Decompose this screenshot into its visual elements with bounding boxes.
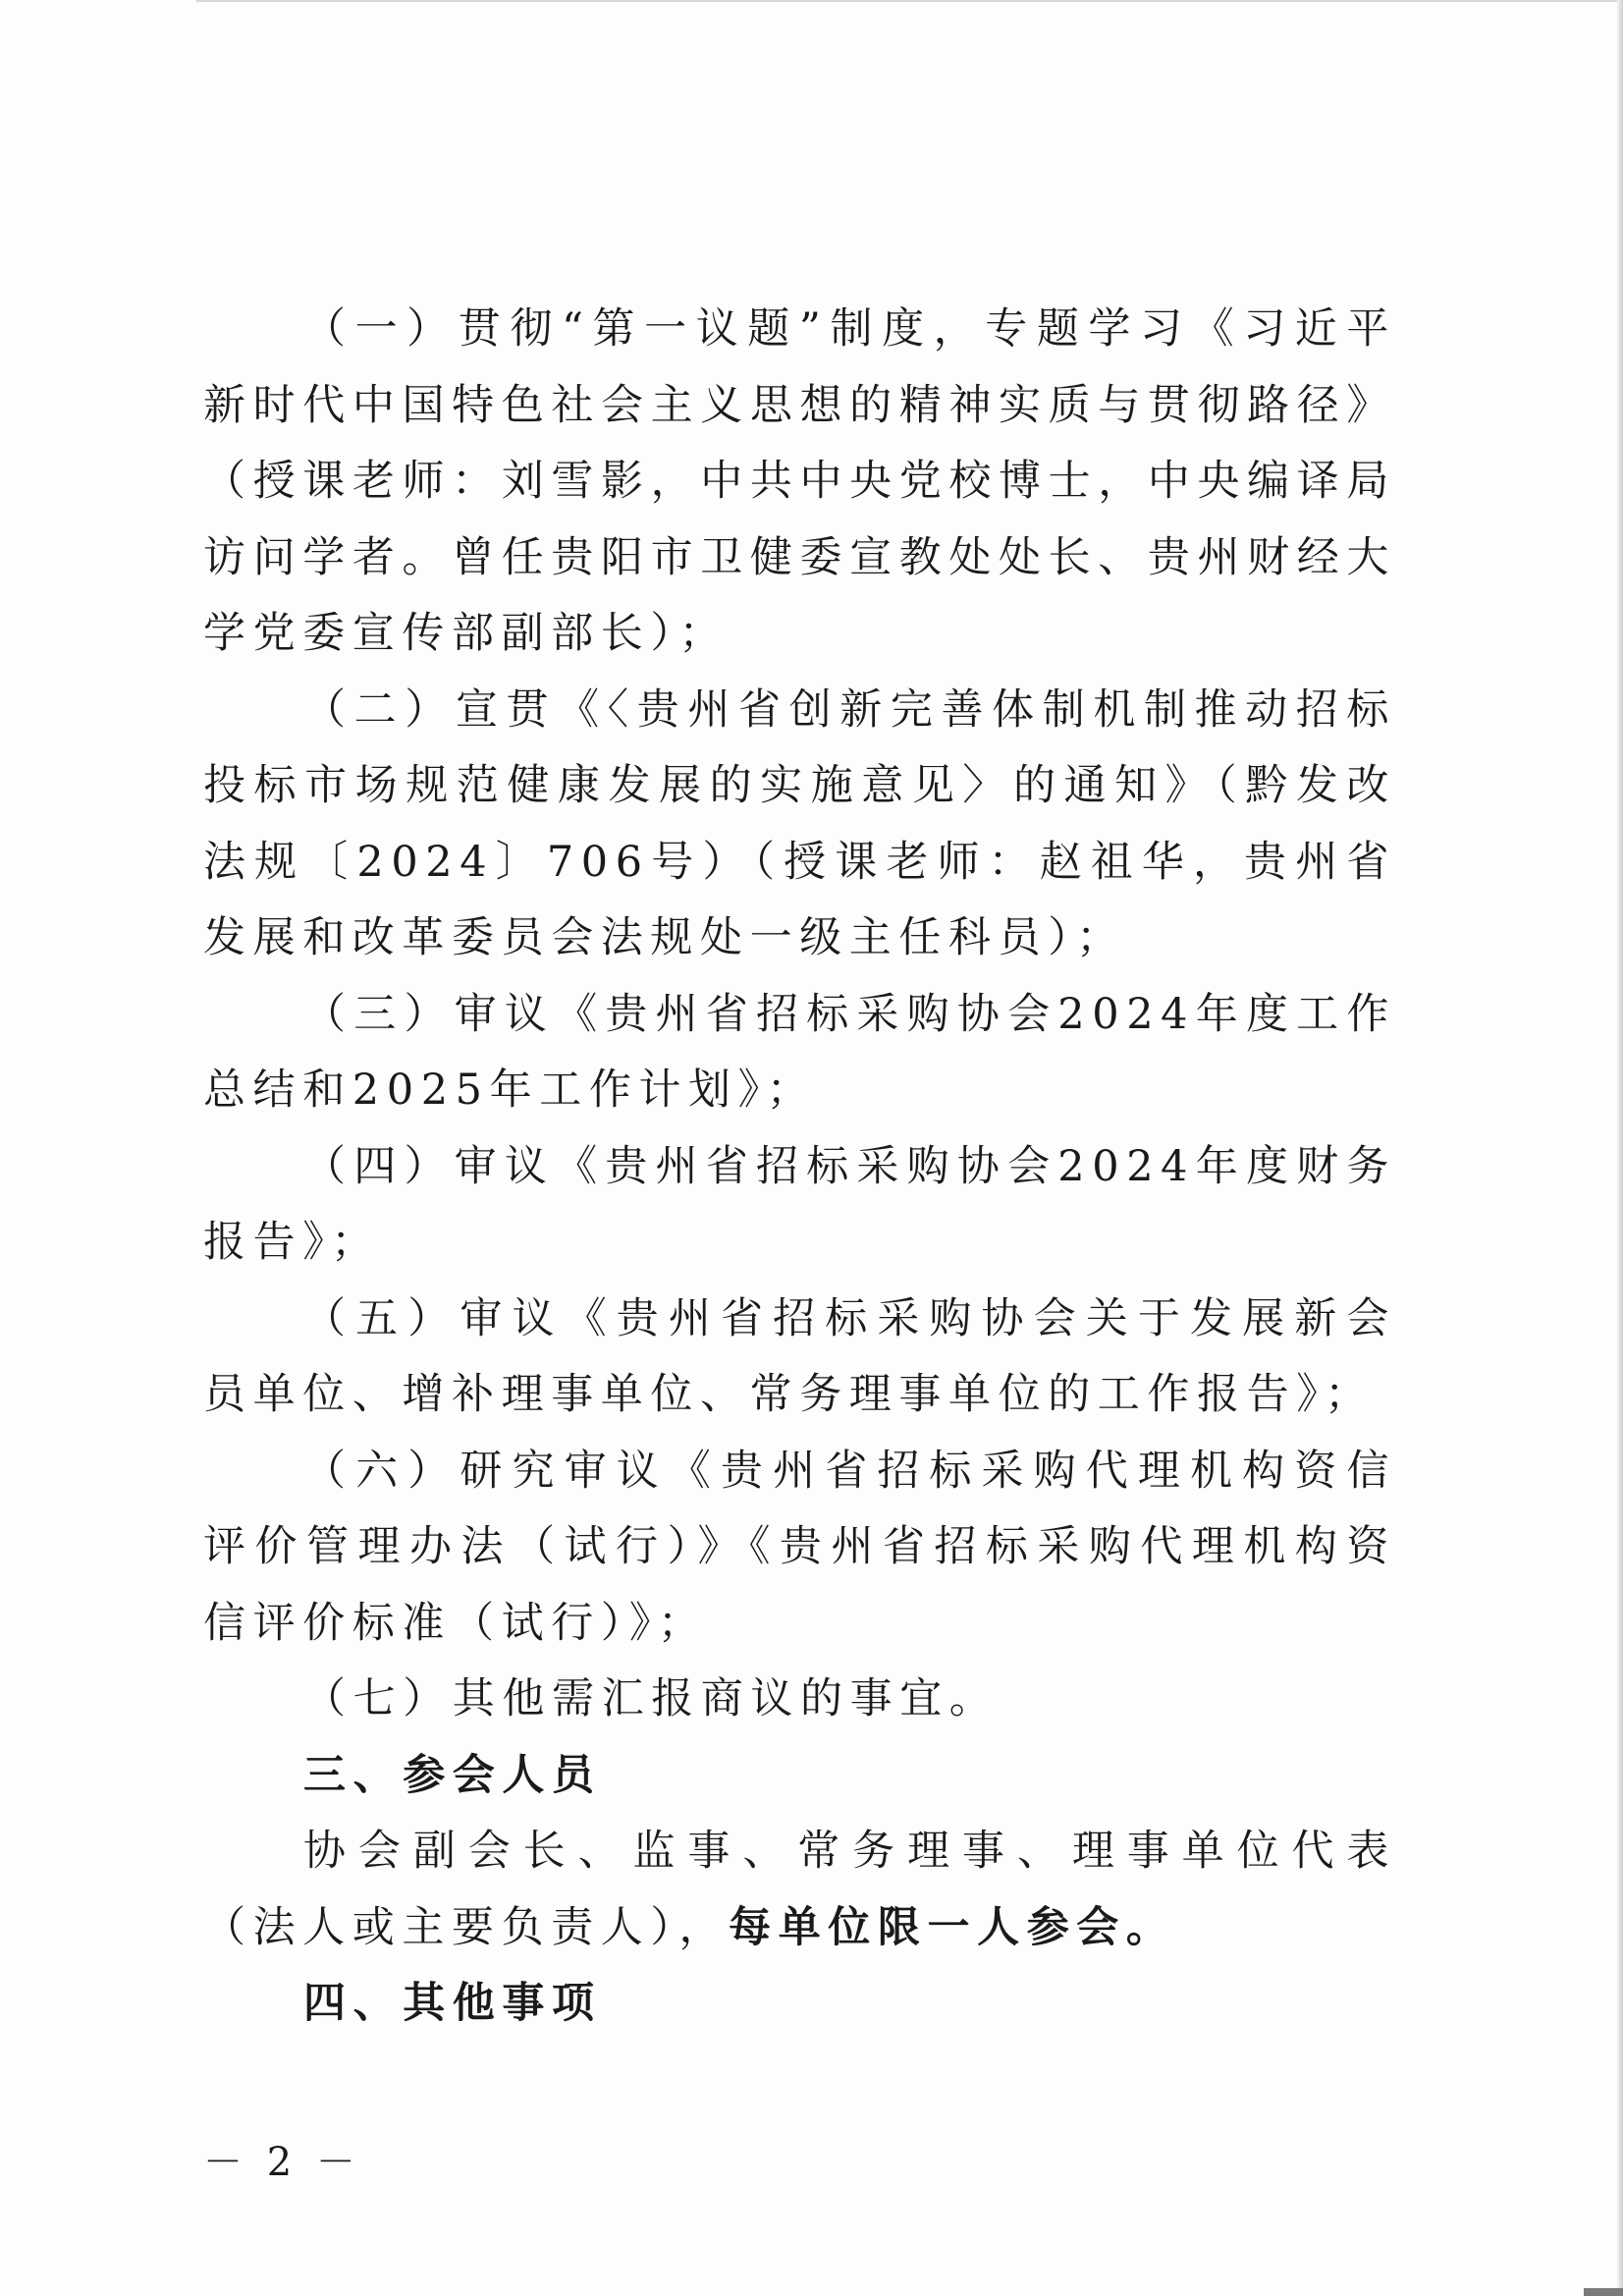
agenda-item-2: （二）宣贯《〈贵州省创新完善体制机制推动招标投标市场规范健康发展的实施意见〉的通知》（黔发改法规〔2024〕706号）（授课老师：赵祖华，贵州省发展和改革委员会法规处一级主任科员）； (203, 684, 1396, 962)
agenda-item-5: （五）审议《贵州省招标采购协会关于发展新会员单位、增补理事单位、常务理事单位的工作报告》； (203, 1293, 1396, 1419)
section-heading-attendees: 三、参会人员 (303, 1750, 602, 1800)
section-heading-other-matters: 四、其他事项 (303, 1979, 602, 2028)
scan-edge-right (1617, 0, 1623, 2296)
agenda-item-1: （一）贯彻“第一议题”制度，专题学习《习近平新时代中国特色社会主义思想的精神实质与贯彻路径》（授课老师：刘雪影，中共中央党校博士，中央编译局访问学者。曾任贵阳市卫健委宣教处处长、贵州财经大学党委宣传部副部长）； (203, 304, 1396, 658)
agenda-item-7: （七）其他需汇报商议的事宜。 (303, 1674, 1000, 1723)
scan-edge-top (196, 0, 1623, 2)
agenda-item-4: （四）审议《贵州省招标采购协会2024年度财务报告》； (203, 1141, 1396, 1267)
attendees-paragraph (203, 1814, 1396, 1966)
attendees-limit-text: 每单位限一人参会。 (729, 1902, 1176, 1952)
scan-edge-corner (1584, 2288, 1623, 2296)
attendees-text: 协会副会长、监事、常务理事、理事单位代表（法人或主要负责人）， (203, 1827, 1396, 1952)
agenda-item-3: （三）审议《贵州省招标采购协会2024年度工作总结和2025年工作计划》； (203, 989, 1396, 1115)
page-number: － 2 － (203, 2140, 361, 2185)
agenda-item-6: （六）研究审议《贵州省招标采购代理机构资信评价管理办法（试行）》《贵州省招标采购代理机构资信评价标准（试行）》； (203, 1446, 1396, 1648)
document-body (203, 292, 1396, 2043)
